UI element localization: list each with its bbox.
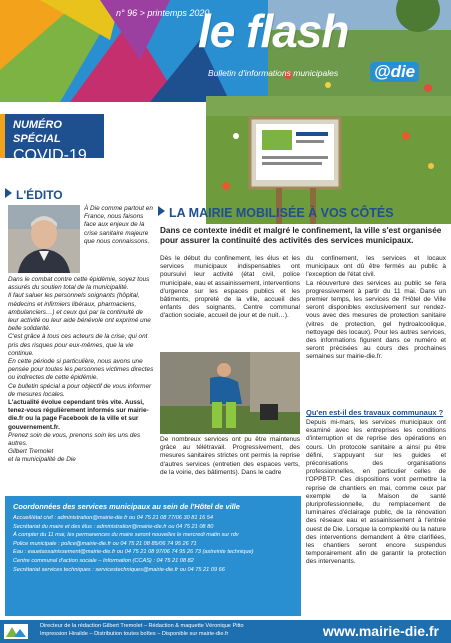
edito-paragraph: Prenez soin de vous, prenons soin les uns des autres. (8, 431, 141, 448)
footer-credits (40, 623, 244, 638)
article-column-3: Depuis mi-mars, les services municipaux ont examiné avec les entreprises les conditions d'interruption et de reprise des opérations en cours. Un protocole sanitaire a ainsi pu être défini, s'appuyant sur les guides et préconisations des organisations professionnelles, en particulier celles de l'OPPBTP. Ces dispositions vont permettre la reprise de chantiers en mai, comme ceux par exemple de la Maison de santé pluriprofessionnelle, du remplacement de luminaires d'éclairage public, de la rénovation des réseaux eau et assainissement à l'entrée ouest de Die. Lorsque la complexité ou la nature des interventions demandent à être clarifiées, les chantiers seront encore suspendus temporairement afin de garantir la protection des intervenants. (306, 419, 446, 566)
article-column-1b: De nombreux services ont pu être maintenus grâce au télétravail. Progressivement, des mesures sanitaires strictes ont permis la reprise d'autres services (entretien des espaces verts, de la voirie, des bâtiments). Dans le cadre (160, 436, 300, 476)
article-paragraph: du confinement, les services et locaux municipaux ont dû être fermés au public à l'exception de l'état civil. (306, 255, 446, 279)
edito-paragraph: Dans le combat contre cette épidémie, soyez tous assurés du soutien total de la municipalité. (8, 276, 150, 292)
credits-line: Directeur de la rédaction Gilbert Tremolet – Rédaction & maquette Véronique Pitto (40, 623, 244, 629)
mayor-portrait (8, 205, 80, 273)
edito-heading (5, 188, 63, 202)
edito-paragraph: Il faut saluer les personnels soignants (hôpital, médecins et infirmiers libéraux, pharmaciens, ambulanciers…) et ceux qui par la continuité de leur activité ou leur aide bénévole ont exprimé une belle solidarité. (8, 292, 151, 333)
footer (0, 620, 451, 643)
issue-number: n° 96 > printemps 2020 (116, 8, 210, 18)
credits-line: Impression Hirailde – Distribution toutes boîtes – Disponible sur mairie-die.fr (40, 630, 229, 637)
masthead (0, 0, 451, 102)
edito-title: L'ÉDITO (16, 188, 63, 202)
badge-line-1: NUMÉRO SPÉCIAL (13, 119, 62, 145)
article-intro: Dans ce contexte inédit et malgré le confinement, la ville s'est organisée pour assurer la continuité des activités des services municipaux. (160, 226, 442, 245)
contact-line: Accueil/état civil : administration@mairie-die.fr ou 04 75 21 08 77/06 30 81 16 54 (13, 515, 214, 521)
contact-line: Eau : eauetassainissement@mairie-die.fr ou 04 75 21 08 97/06 74 95 26 73 (astreinte technique) (13, 549, 254, 556)
brand-title: le flash (198, 5, 349, 57)
brand-suffix: @die (370, 62, 419, 82)
article-heading (158, 206, 394, 220)
works-subheading: Qu'en est-il des travaux communaux ? (306, 408, 444, 417)
worker-photo (160, 352, 300, 434)
edito-lead: À Die comme partout en France, nous faisons face aux enjeux de la crise sanitaire majeure que nous connaissons. (84, 205, 153, 245)
badge-line-2: COVID-19 (13, 147, 87, 164)
city-logo-icon (4, 624, 28, 639)
triangle-icon (5, 188, 12, 198)
contacts-title: Coordonnées des services municipaux au sein de l'Hôtel de ville (13, 502, 240, 511)
edito-paragraph: C'est grâce à tous ces acteurs de la crise, qui ont pris des risques pour eux-mêmes, que la vie continue. (8, 333, 148, 357)
contact-line: À compter du 11 mai, les permanences du maire seront nouvelles le mercredi matin sur rdv (13, 532, 239, 539)
article-column-1: Dès le début du confinement, les élus et les services municipaux indispensables ont poursuivi leur activité (état civil, police municipale, eau et assainissement, interventions d'urgence sur les espaces publics et les bâtiments, propreté de la ville, accueil des enfants des soignants, Centre communal d'action sociale, accueil de jour et de nuit…). (160, 255, 300, 320)
contact-line: Centre communal d'action sociale – Information (CCAS) : 04 75 21 08 82 (13, 557, 194, 564)
edito-paragraph-bold: L'actualité évolue cependant très vite. Aussi, tenez-vous régulièrement informés sur mairie-die.fr ou la page Facebook de la ville et sur gouvernement.fr. (8, 399, 149, 431)
contacts-box (5, 496, 301, 616)
garden-sign-photo (206, 96, 451, 224)
special-issue-badge (0, 114, 104, 164)
contact-line: Secrétariat du maire et des élus : administration@mairie-die.fr ou 04 75 21 08 80 (13, 523, 214, 530)
edito-paragraph: Ce bulletin spécial a pour objectif de vous informer de mesures locales. (8, 382, 152, 398)
contact-line: Police municipale : police@mairie-die.fr ou 04 75 21 08 85/06 74 95 26 71 (13, 540, 197, 547)
edito-signature: Gilbert Tremolet (8, 448, 54, 456)
article-title: LA MAIRIE MOBILISÉE À VOS CÔTÉS (169, 206, 394, 220)
article-paragraph: La réouverture des services au public se fera progressivement à partir du 11 mai. Dans un premier temps, les services de l'Hôtel de Ville seront disponibles exclusivement sur rendez-vous avec des mesures de protection sanitaire (vitres de protection, gel hydroalcoolique, nettoyage des locaux). Pour les autres services, des informations figurent dans ce numéro et seront précisées au cours des prochaines semaines sur mairie-die.fr. (306, 279, 446, 361)
article-column-2 (306, 255, 446, 362)
edito-signature: et la municipalité de Die (8, 456, 76, 464)
website-link[interactable]: www.mairie-die.fr (322, 623, 439, 639)
triangle-icon (158, 206, 165, 216)
edito-body (8, 276, 154, 465)
brand-subtitle: Bulletin d'informations municipales (208, 68, 339, 78)
contact-line: Secrétariat services techniques : servicestechniques@mairie-die.fr ou 04 75 21 09 66 (13, 566, 225, 573)
edito-paragraph: En cette période si particulière, nous avons une pensée pour toutes les personnes victimes directes ou indirectes de cette épidémie. (8, 358, 154, 382)
